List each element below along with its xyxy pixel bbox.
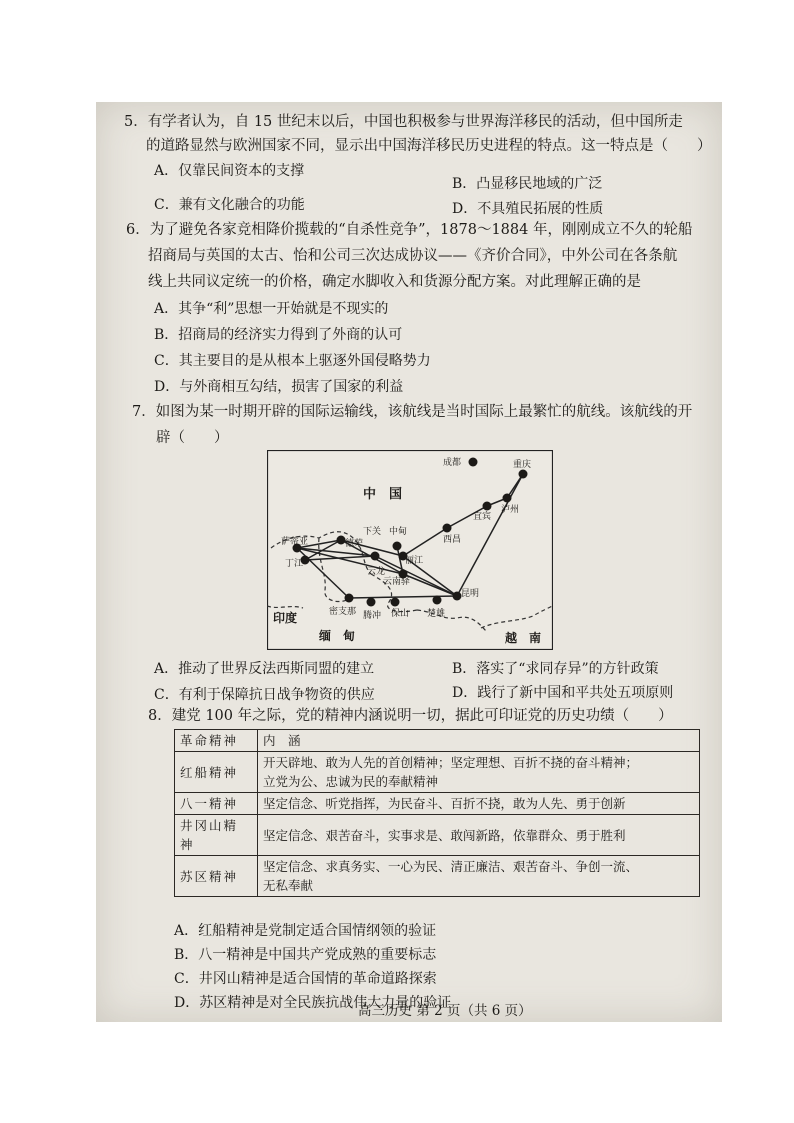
q8-option-c: C．井冈山精神是适合国情的革命道路探索	[174, 971, 437, 987]
city-dot-chuxiong	[433, 596, 442, 605]
q8-option-d: D．苏区精神是对全民族抗战伟大力量的验证	[174, 995, 452, 1011]
table-cell-jinggangshan-content: 坚定信念、艰苦奋斗，实事求是、敢闯新路，依靠群众、勇于胜利	[258, 815, 700, 856]
table-header-content: 内 涵	[258, 730, 700, 752]
q7-option-b: B．落实了“求同存异”的方针政策	[452, 661, 659, 677]
label-baoshan: 保山	[391, 609, 410, 619]
exam-page	[96, 102, 722, 1022]
q6-option-c: C．其主要目的是从根本上驱逐外国侵略势力	[154, 353, 431, 369]
red-boat-line1: 开天辟地、敢为人先的首创精神；坚定理想、百折不挠的奋斗精神；	[263, 755, 639, 770]
q7-stem-line2: 辟（ ）	[156, 430, 229, 446]
city-dot-chengdu	[469, 458, 478, 467]
table-row	[175, 752, 700, 793]
label-xiaguan: 下关	[363, 527, 382, 537]
label-mizhina: 密支那	[329, 607, 357, 617]
q6-stem-line2: 招商局与英国的太古、怡和公司三次达成协议——《齐价合同》，中外公司在各条航	[148, 248, 678, 264]
table-header-row	[175, 730, 700, 752]
q6-stem-line1: 6．为了避免各家竞相降价揽载的“自杀性竞争”，1878～1884 年，刚刚成立不久的轮船	[126, 222, 693, 238]
jinggangshan-line1: 井冈山精	[180, 818, 239, 833]
table-cell-soviet-area: 苏区精神	[175, 856, 258, 897]
city-dot-tengchong	[367, 598, 376, 607]
city-dot-zhongdian	[393, 542, 402, 551]
q5-option-a: A．仅靠民间资本的支撑	[154, 163, 305, 179]
city-dot-chongqing	[519, 470, 528, 479]
table-cell-red-boat: 红船精神	[175, 752, 258, 793]
q6-option-d: D．与外商相互勾结，损害了国家的利益	[154, 379, 404, 395]
red-boat-line2: 立党为公、忠诚为民的奉献精神	[263, 774, 439, 789]
q6-stem-line3: 线上共同议定统一的价格，确定水脚收入和货源分配方案。对此理解正确的是	[148, 274, 641, 290]
label-india: 印度	[273, 611, 298, 625]
label-kunming: 昆明	[461, 589, 480, 599]
table-cell-august-first: 八一精神	[175, 793, 258, 815]
map-svg	[267, 450, 553, 650]
table-cell-august-first-content: 坚定信念、听党指挥，为民奋斗、百折不挠，敢为人先、勇于创新	[258, 793, 700, 815]
q6-option-b: B．招商局的经济实力得到了外商的认可	[154, 327, 403, 343]
label-dinjan: 丁江	[285, 559, 304, 569]
q6-option-a: A．其争“利”思想一开始就是不现实的	[154, 301, 389, 317]
q7-option-d: D．践行了新中国和平共处五项原则	[452, 685, 674, 701]
label-yunnanyi: 云南驿	[383, 577, 411, 587]
revolutionary-spirit-table	[174, 729, 700, 897]
q5-stem-line2: 的道路显然与欧洲国家不同，显示出中国海洋移民历史进程的特点。这一特点是（ ）	[146, 138, 712, 154]
q7-option-a: A．推动了世界反法西斯同盟的建立	[154, 661, 375, 677]
label-chengdu: 成都	[443, 458, 462, 468]
label-derong: 德荣	[345, 539, 364, 549]
table-row	[175, 793, 700, 815]
label-china: 中 国	[363, 487, 403, 502]
label-tengchong: 腾冲	[363, 611, 382, 621]
label-sadiya: 萨蒂亚	[281, 537, 309, 547]
label-yibin: 宜宾	[473, 512, 492, 522]
q5-stem-line1: 5．有学者认为，自 15 世纪末以后，中国也积极参与世界海洋移民的活动，但中国所走	[124, 114, 683, 130]
label-yunlong: 云龙	[367, 567, 386, 577]
label-vietnam: 越 南	[505, 631, 542, 645]
label-burma: 缅 甸	[319, 629, 356, 643]
q5-option-d: D．不具殖民拓展的性质	[452, 201, 604, 217]
label-chuxiong: 楚雄	[427, 609, 446, 619]
table-cell-red-boat-content	[258, 752, 700, 793]
q5-option-b: B．凸显移民地域的广泛	[452, 176, 603, 192]
q8-option-a: A．红船精神是党制定适合国情纲领的验证	[174, 923, 437, 939]
page-footer: 高三历史 第 2 页（共 6 页）	[358, 1003, 532, 1019]
transport-route-map	[267, 450, 553, 650]
table-header-spirit: 革命精神	[175, 730, 258, 752]
table-row	[175, 815, 700, 856]
city-dot-xichang	[443, 524, 452, 533]
label-chongqing: 重庆	[513, 460, 532, 470]
city-dot-baoshan	[391, 598, 400, 607]
label-lijiang: 丽江	[405, 556, 424, 566]
table-cell-jinggangshan	[175, 815, 258, 856]
city-dot-yunlong	[371, 552, 380, 561]
q5-option-c: C．兼有文化融合的功能	[154, 197, 305, 213]
jinggangshan-line2: 神	[180, 837, 195, 852]
table-cell-soviet-area-content	[258, 856, 700, 897]
city-dot-mizhina	[345, 594, 354, 603]
label-luzhou: 泸州	[501, 505, 520, 515]
q7-option-c: C．有利于保障抗日战争物资的供应	[154, 687, 375, 703]
soviet-area-line2: 无私奉献	[263, 878, 314, 893]
q7-stem-line1: 7．如图为某一时期开辟的国际运输线，该航线是当时国际上最繁忙的航线。该航线的开	[132, 404, 693, 420]
label-zhongdian: 中甸	[389, 527, 408, 537]
q8-option-b: B．八一精神是中国共产党成熟的重要标志	[174, 947, 437, 963]
table-row	[175, 856, 700, 897]
label-xichang: 西昌	[443, 535, 462, 545]
q8-stem-line1: 8．建党 100 年之际，党的精神内涵说明一切，据此可印证党的历史功绩（ ）	[148, 708, 673, 724]
city-dot-luzhou	[503, 494, 512, 503]
city-dot-yibin	[483, 502, 492, 511]
soviet-area-line1: 坚定信念、求真务实、一心为民、清正廉洁、艰苦奋斗、争创一流、	[263, 859, 639, 874]
